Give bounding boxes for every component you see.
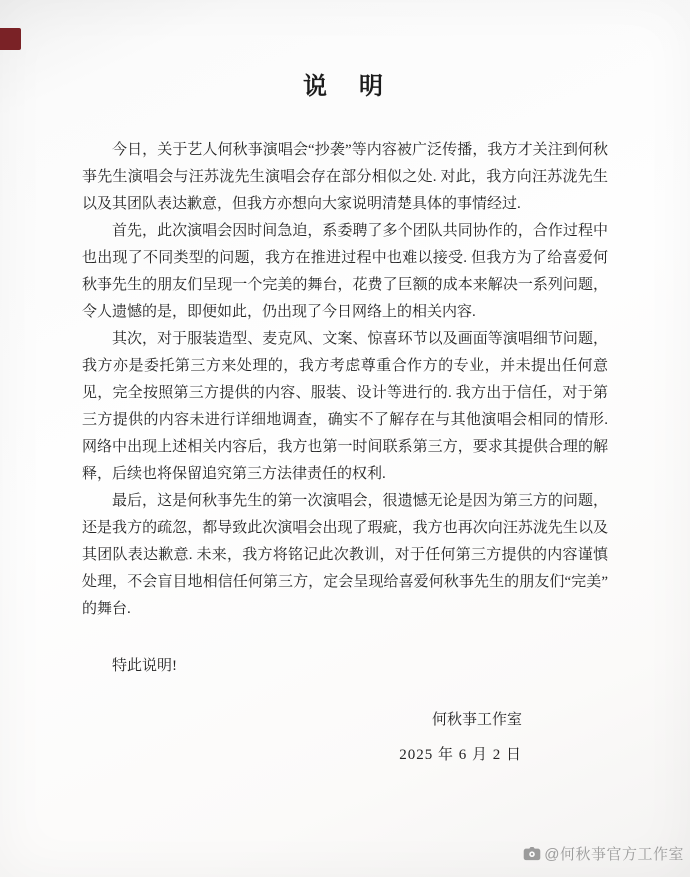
- signature: 何秋亊工作室: [431, 712, 522, 728]
- paragraph-3: 其次，对于服装造型、麦克风、文案、惊喜环节以及画面等演唱细节问题，我方亦是委托第三方来处理的，我方考虑尊重合作方的专业，并未提出任何意见，完全按照第三方提供的内容、服装、设计等进行的. 我方出于信任，对于第三方提供的内容未进行详细地调查，确实不了解存在与其他演唱会相同的情形. 网络中出现上述相关内容后，我方也第一时间联系第三方，要求其提供合理的解释，后续也将保留追究第三方法律责任的权利.: [82, 331, 608, 482]
- camera-icon: [523, 846, 541, 861]
- corner-red-mark: [0, 28, 21, 50]
- date: 2025 年 6 月 2 日: [399, 747, 522, 763]
- signature-block: [0, 708, 690, 764]
- paragraph-2: 首先，此次演唱会因时间急迫，系委聘了多个团队共同协作的，合作过程中也出现了不同类型的问题，我方在推进过程中也难以接受. 但我方为了给喜爱何秋亊先生的朋友们呈现一个完美的舞台，花费了巨额的成本来解决一系列问题，令人遗憾的是，即便如此，仍出现了今日网络上的相关内容.: [82, 223, 608, 320]
- paragraph-4: 最后，这是何秋亊先生的第一次演唱会，很遗憾无论是因为第三方的问题，还是我方的疏忽，都导致此次演唱会出现了瑕疵，我方也再次向汪苏泷先生以及其团队表达歉意. 未来，我方将铭记此次教训，对于任何第三方提供的内容谨慎处理，不会盲目地相信任何第三方，定会呈现给喜爱何秋亊先生的朋友们“完美”的舞台.: [82, 493, 608, 617]
- statement-body: [0, 137, 690, 623]
- watermark-label: @何秋亊官方工作室: [544, 846, 684, 863]
- closing-note: 特此说明!: [112, 658, 177, 674]
- paragraph-1: 今日，关于艺人何秋亊演唱会“抄袭”等内容被广泛传播，我方才关注到何秋亊先生演唱会与汪苏泷先生演唱会存在部分相似之处. 对此，我方向汪苏泷先生以及其团队表达歉意，但我方亦想向大家说明清楚具体的事情经过.: [82, 142, 608, 212]
- watermark: [523, 843, 684, 864]
- document-title: 说 明: [303, 74, 387, 100]
